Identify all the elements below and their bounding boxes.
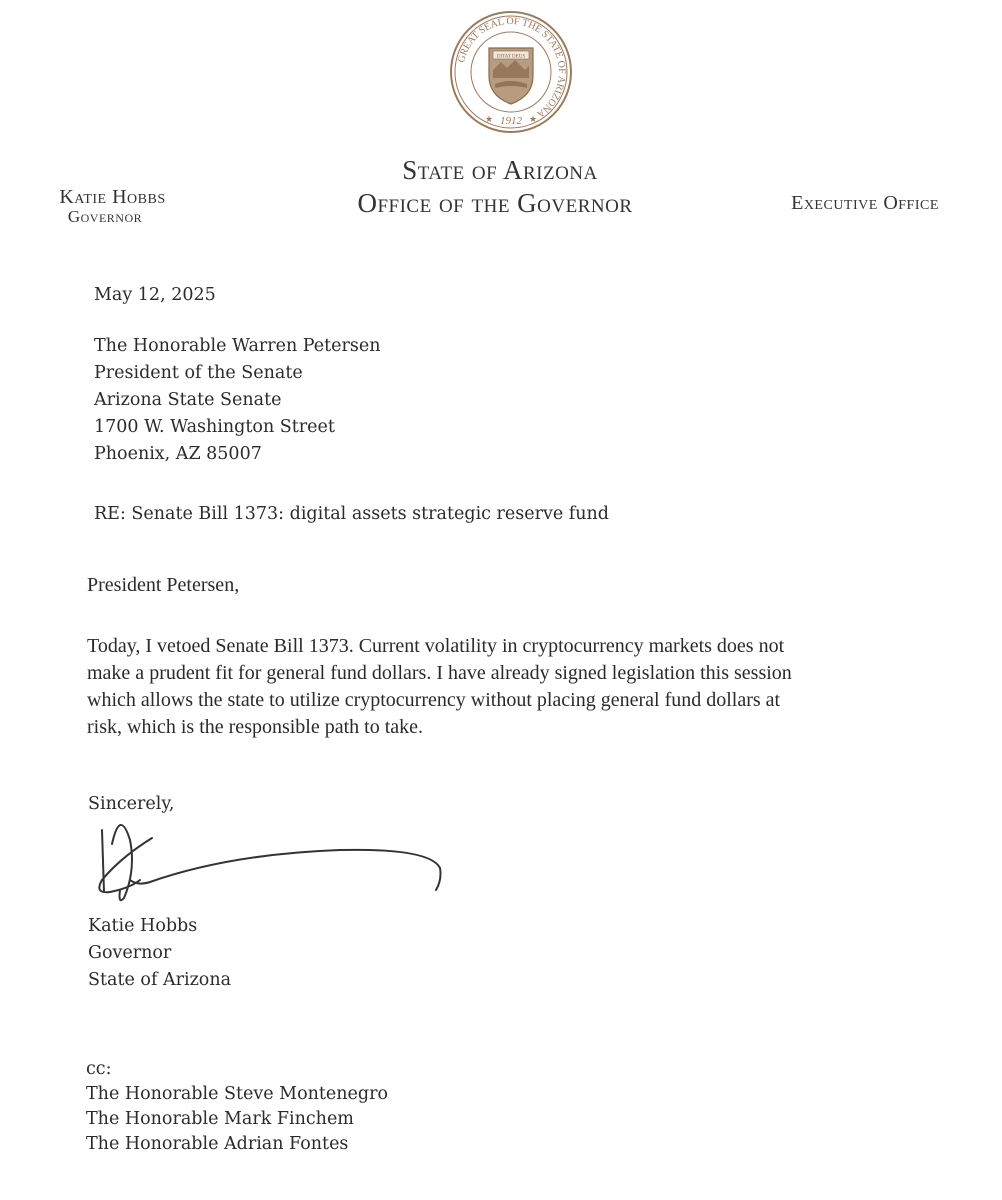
recipient-line: Phoenix, AZ 85007: [94, 444, 262, 464]
cc-label: cc:: [86, 1059, 112, 1079]
re-line: RE: Senate Bill 1373: digital assets strategic reserve fund: [94, 504, 609, 524]
signer-title: Governor: [88, 943, 172, 963]
recipient-line: The Honorable Warren Petersen: [94, 336, 381, 356]
recipient-line: Arizona State Senate: [94, 390, 282, 410]
body-line: which allows the state to utilize cryptocurrency without placing general fund dollars at: [87, 689, 781, 711]
state-heading: State of Arizona: [402, 155, 598, 185]
recipient-line: President of the Senate: [94, 363, 303, 383]
cc-recipient: The Honorable Adrian Fontes: [86, 1134, 349, 1154]
signer-name: Katie Hobbs: [88, 916, 198, 936]
svg-text:1912: 1912: [500, 115, 522, 127]
svg-text:★: ★: [529, 115, 538, 125]
cc-recipient: The Honorable Mark Finchem: [86, 1109, 354, 1129]
svg-text:DITAT DEUS: DITAT DEUS: [496, 54, 526, 60]
svg-text:GREAT SEAL OF THE STATE OF ARI: GREAT SEAL OF THE STATE OF ARIZONA: [455, 15, 568, 120]
governor-name-header: Katie Hobbs: [59, 186, 166, 208]
closing: Sincerely,: [88, 794, 175, 814]
governor-title-header: Governor: [67, 207, 143, 226]
body-line: make a prudent fit for general fund dollars. I have already signed legislation this session: [87, 662, 792, 684]
salutation: President Petersen,: [87, 574, 240, 596]
recipient-line: 1700 W. Washington Street: [94, 417, 335, 437]
executive-office-label: Executive Office: [791, 192, 939, 214]
body-line: Today, I vetoed Senate Bill 1373. Current volatility in cryptocurrency markets does not: [87, 635, 785, 657]
handwritten-signature-icon: [90, 810, 450, 905]
great-seal-of-arizona-icon: [447, 8, 575, 136]
svg-text:★: ★: [485, 115, 494, 125]
letter-body: [87, 633, 917, 741]
letter-date: May 12, 2025: [94, 285, 216, 305]
cc-recipient: The Honorable Steve Montenegro: [86, 1084, 389, 1104]
office-heading: Office of the Governor: [357, 188, 633, 218]
body-line: risk, which is the responsible path to take.: [87, 716, 424, 738]
signer-state: State of Arizona: [88, 970, 232, 990]
